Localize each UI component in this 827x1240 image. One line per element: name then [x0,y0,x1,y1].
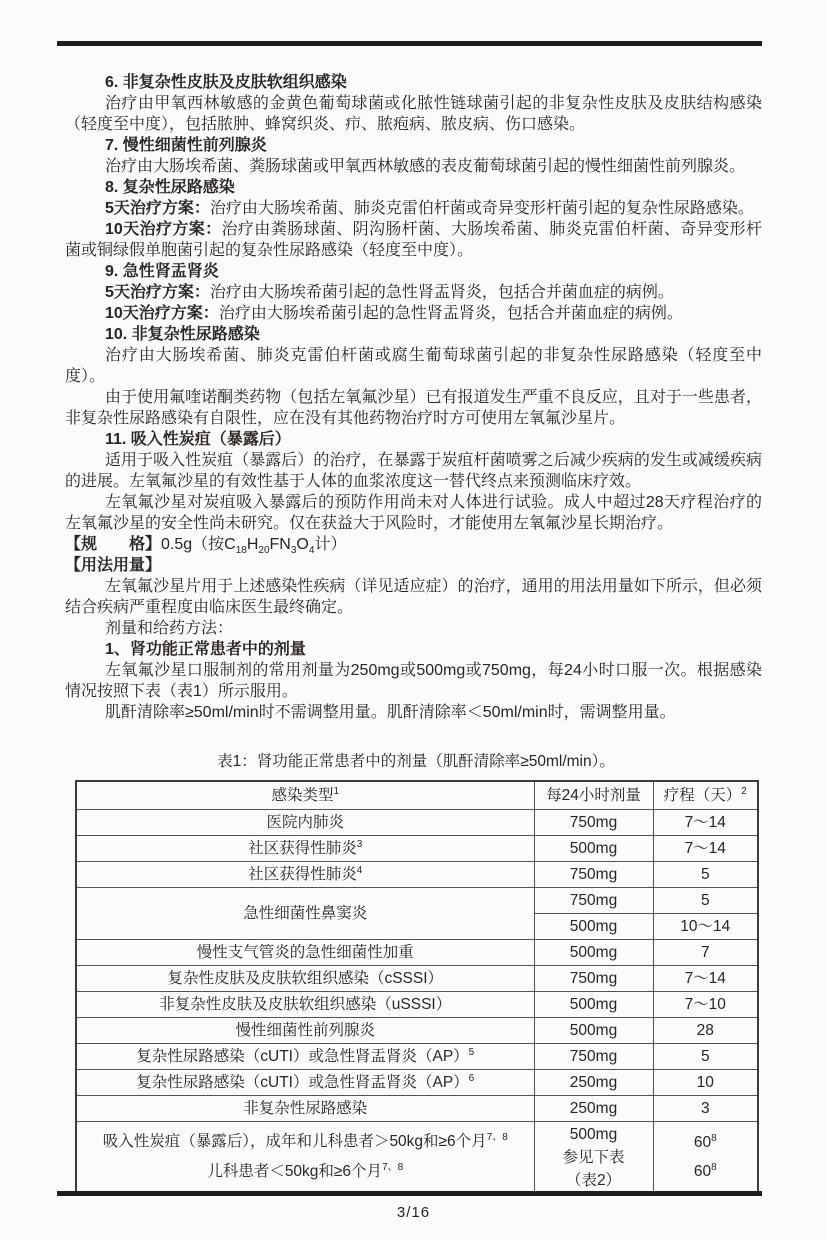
cell-infection-type: 慢性支气管炎的急性细菌性加重 [76,940,534,966]
footnote-marker: 6 [468,1072,475,1084]
cell-dose: 750mg [534,1044,653,1070]
paragraph [65,303,762,324]
paragraph-text: 治疗由大肠埃希菌引起的急性肾盂肾炎，包括合并菌血症的病例。 [218,305,683,322]
formula-subscript: 3 [290,545,297,557]
paragraph: 治疗由大肠埃希菌、粪肠球菌或甲氧西林敏感的表皮葡萄球菌引起的慢性细菌性前列腺炎。 [105,158,746,175]
spec-value [161,536,347,557]
cell-duration: 10～14 [653,914,758,940]
header-rule [57,41,762,46]
table-row [76,1070,758,1096]
paragraph: 左氧氟沙星对炭疽吸入暴露后的预防作用尚未对人体进行试验。成人中超过28天疗程治疗的左氧氟沙星的安全性尚未研究。仅在获益大于风险时，才能使用左氧氟沙星长期治疗。 [65,494,762,532]
table-row [76,862,758,888]
cell-line: （表2） [565,1171,622,1189]
cell-dose [534,1122,653,1194]
table-row [76,1044,758,1070]
dose-table [75,780,759,1194]
subsection-heading-1: 1、肾功能正常患者中的剂量 [105,641,306,658]
cell-duration: 5 [653,862,758,888]
paragraph-lead: 5天治疗方案： [105,200,210,217]
cell-duration: 3 [653,1096,758,1122]
formula-subscript: 20 [258,545,270,557]
cell-dose: 750mg [534,810,653,836]
paragraph: 左氧氟沙星片用于上述感染性疾病（详见适应症）的治疗，通用的用法用量如下所示，但必须结合疾病严重程度由临床医生最终确定。 [65,578,762,616]
page-number: 3/16 [396,1204,431,1221]
table-row [76,888,758,914]
paragraph [65,219,762,261]
paragraph: 治疗由大肠埃希菌、肺炎克雷伯杆菌或腐生葡萄球菌引起的非复杂性尿路感染（轻度至中度）。 [65,347,762,385]
cell-line [657,1128,755,1157]
table-row [76,810,758,836]
table-row [76,836,758,862]
footnote-marker: 7、8 [382,1161,404,1173]
formula-part: FN [269,536,291,553]
cell-infection-type [76,1122,534,1194]
cell-infection-type: 急性细菌性鼻窦炎 [76,888,534,940]
cell-dose: 750mg [534,966,653,992]
formula-part: H [246,536,259,553]
header-text: 感染类型 [271,786,334,804]
paragraph [65,282,762,303]
cell-dose: 250mg [534,1070,653,1096]
cell-text: 60 [693,1134,712,1151]
formula-part: 计） [314,536,347,553]
cell-dose: 500mg [534,1018,653,1044]
cell-text: 60 [693,1163,712,1180]
table-row-anthrax [76,1122,758,1194]
formula-subscript: 4 [308,545,315,557]
footnote-marker: 8 [711,1132,717,1144]
paragraph-text: 治疗由大肠埃希菌引起的急性肾盂肾炎，包括合并菌血症的病例。 [209,284,674,301]
cell-duration: 7～10 [653,992,758,1018]
table-header-row [76,781,758,810]
section-heading-7: 7. 慢性细菌性前列腺炎 [105,137,267,154]
cell-infection-type: 医院内肺炎 [76,810,534,836]
cell-dose: 500mg [534,940,653,966]
header-duration [653,781,758,810]
footer-rule [57,1191,762,1196]
cell-dose: 500mg [534,914,653,940]
cell-text: 吸入性炭疽（暴露后），成年和儿科患者＞50kg和≥6个月 [102,1133,487,1150]
header-text: 疗程（天） [663,786,742,804]
table-caption: 表1：肾功能正常患者中的剂量（肌酐清除率≥50ml/min）。 [217,753,615,770]
cell-text: 复杂性尿路感染（cUTI）或急性肾盂肾炎（AP） [136,1073,469,1091]
cell-infection-type: 复杂性皮肤及皮肤软组织感染（cSSSI） [76,966,534,992]
cell-dose: 500mg [534,992,653,1018]
paragraph-text: 治疗由粪肠球菌、阴沟肠杆菌、大肠埃希菌、肺炎克雷伯杆菌、奇异变形杆菌或铜绿假单胞菌引起的复杂性尿路感染（轻度至中度）。 [65,221,762,259]
cell-duration: 7～14 [653,810,758,836]
section-heading-6: 6. 非复杂性皮肤及皮肤软组织感染 [105,74,347,91]
footnote-marker: 4 [356,864,363,876]
cell-dose: 750mg [534,862,653,888]
cell-infection-type: 慢性细菌性前列腺炎 [76,1018,534,1044]
paragraph-text: 治疗由大肠埃希菌、肺炎克雷伯杆菌或奇异变形杆菌引起的复杂性尿路感染。 [209,200,754,217]
paragraph: 肌酐清除率≥50ml/min时不需调整用量。肌酐清除率＜50ml/min时，需调整用量。 [105,704,676,721]
table-row [76,940,758,966]
cell-duration: 7 [653,940,758,966]
paragraph-lead: 10天治疗方案： [105,221,222,238]
cell-dose: 750mg [534,888,653,914]
table-row [76,1018,758,1044]
formula-subscript: 18 [235,545,247,557]
cell-duration: 7～14 [653,966,758,992]
spec-label: 【规 格】 [65,536,162,553]
header-dose: 每24小时剂量 [534,781,653,810]
cell-duration: 10 [653,1070,758,1096]
section-heading-10: 10. 非复杂性尿路感染 [105,326,260,343]
cell-duration: 7～14 [653,836,758,862]
section-heading-8: 8. 复杂性尿路感染 [105,179,235,196]
paragraph-lead: 10天治疗方案： [105,305,219,322]
document-body [65,72,762,754]
paragraph: 左氧氟沙星口服制剂的常用剂量为250mg或500mg或750mg，每24小时口服一次。根据感染情况按照下表（表1）所示服用。 [65,662,762,700]
cell-text: 复杂性尿路感染（cUTI）或急性肾盂肾炎（AP） [136,1047,469,1065]
cell-infection-type [76,1044,534,1070]
cell-line [80,1157,531,1187]
cell-duration [653,1122,758,1194]
footnote-marker: 8 [711,1161,717,1173]
cell-infection-type: 非复杂性皮肤及皮肤软组织感染（uSSSI） [76,992,534,1018]
paragraph: 剂量和给药方法： [105,620,234,637]
dose-table-block [75,752,757,1194]
footnote-marker: 2 [741,785,747,797]
cell-dose: 500mg [534,836,653,862]
cell-infection-type [76,1070,534,1096]
paragraph [65,198,762,219]
usage-heading: 【用法用量】 [65,557,162,574]
paragraph-lead: 5天治疗方案： [105,284,210,301]
paragraph: 由于使用氟喹诺酮类药物（包括左氧氟沙星）已有报道发生严重不良反应，且对于一些患者，非复杂性尿路感染有自限性，应在没有其他药物治疗时方可使用左氧氟沙星片。 [65,389,762,427]
section-heading-11: 11. 吸入性炭疽（暴露后） [105,431,291,448]
formula-part: 0.5g（按C [161,536,236,553]
header-infection-type [76,781,534,810]
paragraph: 适用于吸入性炭疽（暴露后）的治疗，在暴露于炭疽杆菌喷雾之后减少疾病的发生或减缓疾病的进展。左氧氟沙星的有效性基于人体的血浆浓度这一替代终点来预测临床疗效。 [65,452,762,490]
spec-line [65,534,762,555]
footnote-marker: 1 [333,785,340,797]
table-row [76,966,758,992]
table-row [76,992,758,1018]
cell-line [657,1157,755,1186]
footnote-marker: 7、8 [486,1131,508,1143]
cell-duration: 5 [653,888,758,914]
cell-line: 500mg [569,1125,618,1143]
cell-infection-type: 非复杂性尿路感染 [76,1096,534,1122]
footnote-marker: 5 [468,1046,475,1058]
section-heading-9: 9. 急性肾盂肾炎 [105,263,219,280]
cell-line [80,1127,531,1157]
cell-infection-type [76,836,534,862]
cell-dose: 250mg [534,1096,653,1122]
cell-line: 参见下表 [562,1148,625,1166]
cell-duration: 28 [653,1018,758,1044]
footnote-marker: 3 [356,838,363,850]
paragraph: 治疗由甲氧西林敏感的金黄色葡萄球菌或化脓性链球菌引起的非复杂性皮肤及皮肤结构感染（轻度至中度），包括脓肿、蜂窝织炎、疖、脓疱病、脓皮病、伤口感染。 [65,95,762,133]
cell-text: 社区获得性肺炎 [248,839,357,857]
formula-part: O [296,536,309,553]
table-row [76,1096,758,1122]
cell-text: 社区获得性肺炎 [248,865,357,883]
cell-infection-type [76,862,534,888]
cell-text: 儿科患者＜50kg和≥6个月 [207,1163,383,1180]
cell-duration: 5 [653,1044,758,1070]
